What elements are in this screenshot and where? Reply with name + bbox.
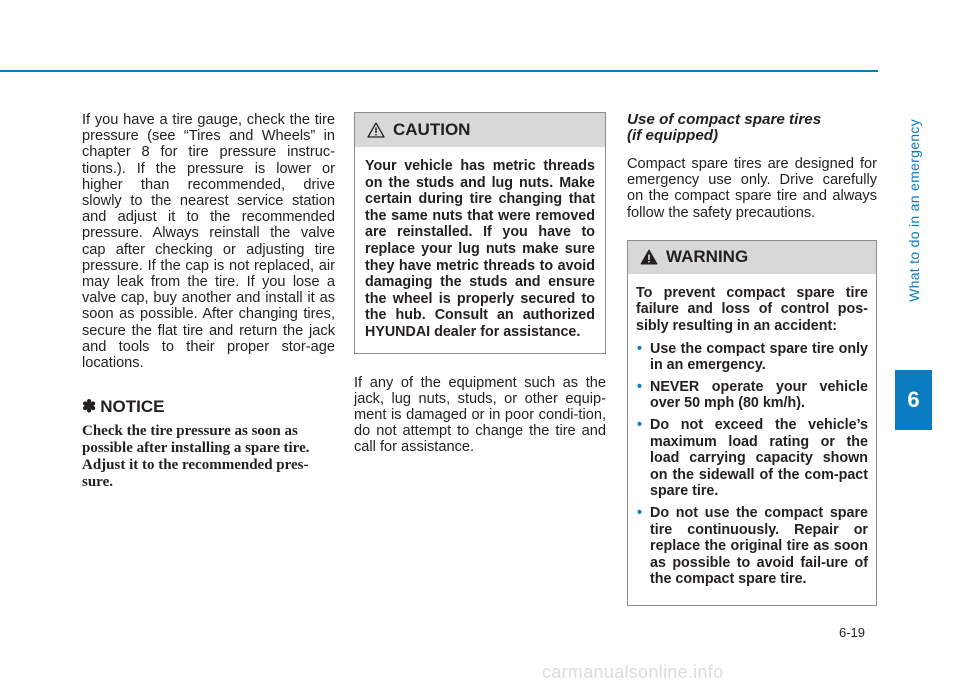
warning-triangle-icon: [640, 249, 658, 265]
caution-title: CAUTION: [393, 120, 471, 139]
notice-star-icon: ✽: [82, 397, 97, 417]
bullet-icon: •: [637, 340, 643, 357]
bullet-icon: •: [637, 504, 643, 521]
compact-spare-heading-line2: (if equipped): [627, 127, 719, 144]
chapter-number-badge: [895, 370, 932, 430]
caution-text: Your vehicle has metric threads on the studs and lug nuts. Make certain during tire changing that the same nuts that were removed are reinstalled. If you have to replace your lug nuts make sure they have metric threads to avoid damaging the studs and ensure the wheel is properly secured to the hub. Consult an authorized HYUNDAI dealer for assistance.: [365, 158, 595, 340]
warning-intro: To prevent compact spare tire failure and loss of control pos-sibly resulting in an accident:: [636, 284, 868, 334]
warning-header: [628, 241, 876, 274]
notice-heading: [82, 397, 335, 417]
warning-box: [627, 240, 877, 606]
caution-triangle-icon: [367, 122, 385, 138]
warning-list-item: • Do not use the compact spare tire continuously. Repair or replace the original tire as soon as possible to avoid fail-ure of the compact spare tire.: [637, 504, 868, 588]
tire-pressure-paragraph: If you have a tire gauge, check the tire pressure (see “Tires and Wheels” in chapter 8 for tire pressure instruc-tions.). If the pressure is lower or higher than recommended, drive slowly to the nearest service station and adjust it to the recommended pressure. Always reinstall the valve cap after checking or adjusting tire pressure. If the cap is not replaced, air may leak from the tire. If you lose a valve cap, buy another and install it as soon as possible. After changing tires, secure the flat tire and return the jack and tools to their proper stor-age locations.: [82, 112, 335, 372]
page-number: 6-19: [839, 625, 866, 640]
warning-body: [628, 274, 876, 605]
caution-header: [355, 113, 605, 147]
header-rule: [0, 70, 878, 72]
damaged-equipment-paragraph: If any of the equipment such as the jack, lug nuts, studs, or other equip-ment is damaged or in poor condi-tion, do not attempt to change the tire and call for assistance.: [354, 374, 606, 456]
column-2: [354, 112, 606, 456]
bullet-icon: •: [637, 416, 643, 433]
warning-list-item: • Do not exceed the vehicle’s maximum load rating or the load carrying capacity shown on the sidewall of the com-pact spare tire.: [637, 416, 868, 500]
column-1: [82, 112, 335, 491]
caution-box: [354, 112, 606, 354]
column-3: [627, 112, 877, 606]
notice-text: Check the tire pressure as soon as possible after installing a spare tire. Adjust it to the recommended pres-sure.: [82, 423, 310, 491]
notice-title: NOTICE: [100, 397, 165, 417]
compact-spare-heading: [627, 112, 877, 144]
chapter-title: What to do in an emergency: [906, 118, 922, 302]
compact-spare-heading-line1: Use of compact spare tires: [627, 111, 822, 128]
bullet-icon: •: [637, 378, 643, 395]
caution-body: [355, 147, 605, 353]
warning-list-item: • NEVER operate your vehicle over 50 mph (80 km/h).: [637, 378, 868, 412]
chapter-side-tab: [903, 55, 925, 365]
warning-list: [636, 341, 868, 588]
compact-spare-paragraph: Compact spare tires are designed for emergency use only. Drive carefully on the compact spare tire and always follow the safety precautions.: [627, 156, 877, 221]
warning-list-item: • Use the compact spare tire only in an emergency.: [637, 340, 868, 374]
watermark: carmanualsonline.info: [542, 662, 724, 682]
warning-title: WARNING: [666, 247, 749, 267]
chapter-number: 6: [907, 387, 920, 412]
